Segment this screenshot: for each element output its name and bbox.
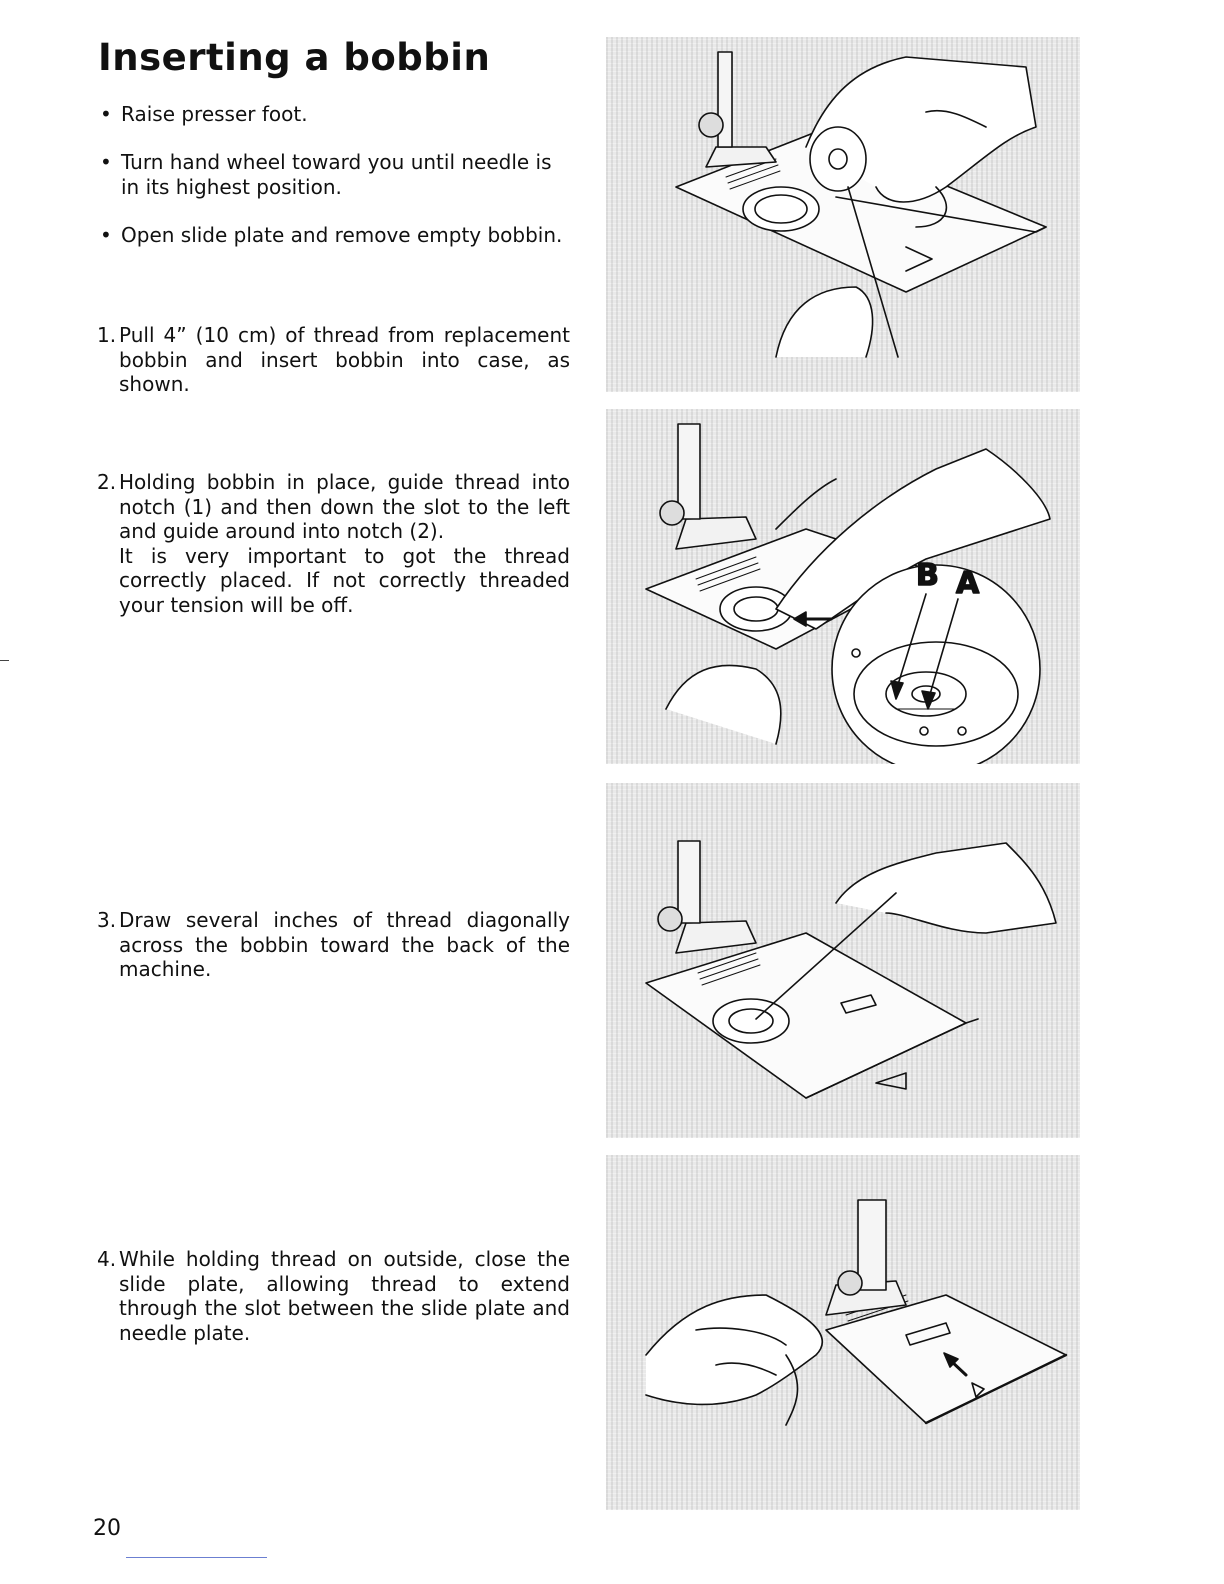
step-text: Holding bobbin in place, guide thread into notch (1) and then down the slot to the left and guide around into notch (2).: [119, 470, 570, 543]
bullet-item: • Open slide plate and remove empty bobbin.: [100, 223, 570, 248]
figure-close-slide-plate: [606, 1155, 1080, 1510]
step-text: Draw several inches of thread diagonally across the bobbin toward the back of the machine.: [119, 908, 570, 981]
needle-plate: [646, 933, 966, 1098]
hand-upper: [836, 843, 1056, 933]
step-text: Pull 4” (10 cm) of thread from replacement bobbin and insert bobbin into case, as shown.: [119, 323, 570, 396]
presser-foot: [676, 517, 756, 549]
step-text: While holding thread on outside, close the slide plate, allowing thread to extend through the slot between the slide plate and needle plate.: [119, 1247, 570, 1345]
margin-mark: [0, 660, 9, 661]
bullet-item: • Turn hand wheel toward you until needle is in its highest position.: [100, 150, 570, 200]
footer-rule: [126, 1557, 267, 1558]
step-number: 3.: [97, 908, 117, 932]
step-3: [97, 908, 570, 982]
step-4: [97, 1247, 570, 1345]
step-number: 1.: [97, 323, 117, 347]
figure-guide-thread: [606, 409, 1080, 764]
step-2: [97, 470, 570, 617]
step-number: 4.: [97, 1247, 117, 1271]
thumb-screw: [660, 501, 684, 525]
bobbin: [810, 127, 866, 191]
callout-label-a: A: [956, 566, 980, 601]
magnified-view: [832, 565, 1040, 764]
figure-insert-bobbin: [606, 37, 1080, 392]
needle-bar: [858, 1200, 886, 1290]
hand-lower: [776, 287, 873, 357]
needle-bar: [678, 841, 700, 923]
step-number: 2.: [97, 470, 117, 494]
thumb-screw: [658, 907, 682, 931]
hand-lower: [666, 665, 781, 744]
thumb-screw: [699, 113, 723, 137]
step-1: [97, 323, 570, 397]
thumb-screw: [838, 1271, 862, 1295]
intro-bullet-list: [100, 102, 570, 271]
page-number: 20: [93, 1516, 121, 1541]
page-title: Inserting a bobbin: [98, 36, 491, 79]
callout-label-b: B: [916, 558, 939, 593]
step-note: It is very important to got the thread correctly placed. If not correctly threaded your tension will be off.: [119, 543, 570, 617]
bobbin-case: [713, 999, 789, 1043]
bullet-item: • Raise presser foot.: [100, 102, 570, 127]
figure-draw-thread: [606, 783, 1080, 1138]
presser-foot: [676, 921, 756, 953]
hand: [646, 1295, 822, 1404]
